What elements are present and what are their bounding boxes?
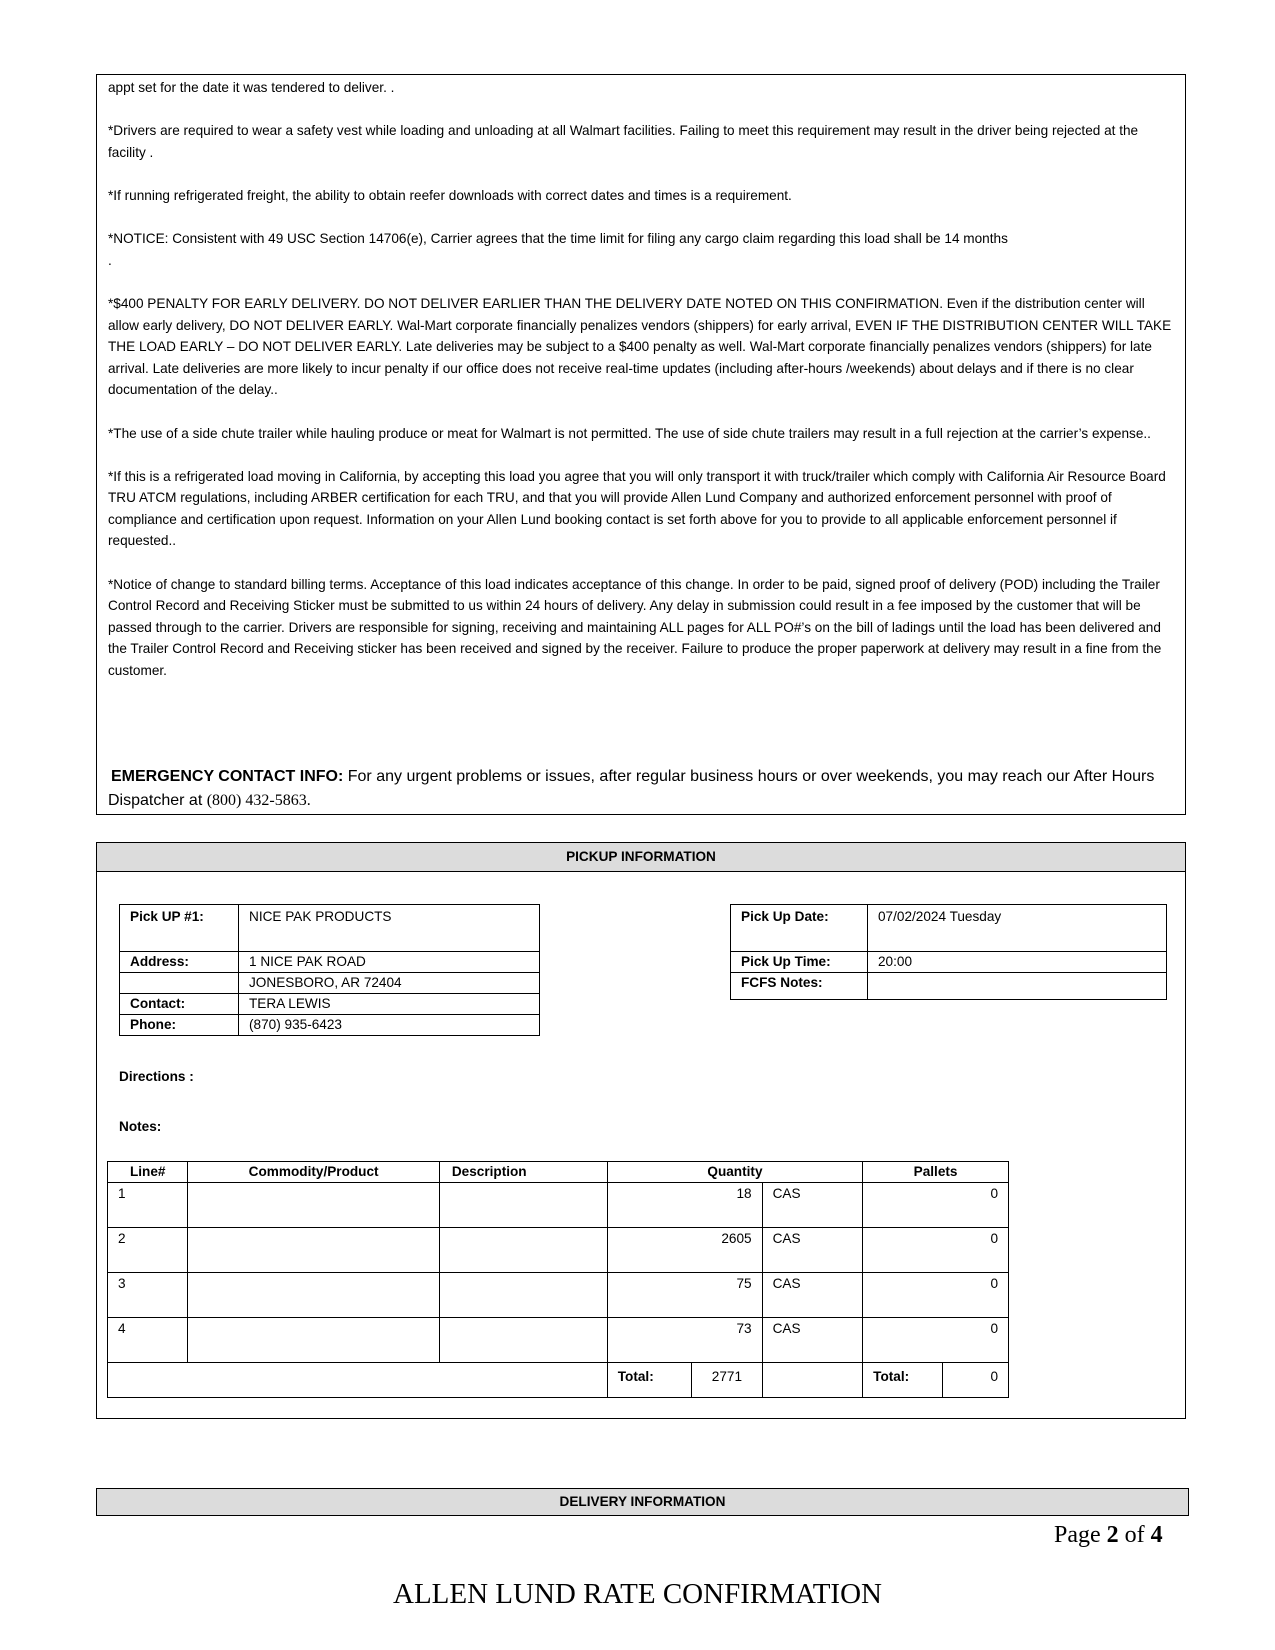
emergency-contact [108, 765, 1175, 813]
column-header: Pallets [863, 1162, 1009, 1183]
emergency-tail: . [306, 792, 311, 809]
column-header: Line# [108, 1162, 188, 1183]
terms-paragraph: *$400 PENALTY FOR EARLY DELIVERY. DO NOT DELIVER EARLIER THAN THE DELIVERY DATE NOTED ON THIS CONFIRMATION. Even if the distribution center will allow early delivery, DO NOT DELIVER EARLY. Wal-Mart corporate financially penalizes vendors (shippers) for early arrival, EVEN IF THE DISTRIBUTION CENTER WILL TAKE THE LOAD EARLY – DO NOT DELIVER EARLY. Late deliveries may be subject to a $400 penalty as well. Wal-Mart corporate financially penalizes vendors (shippers) for late arrival. Late deliveries are more likely to incur penalty if our office does not receive real-time updates (including after-hours /weekends) about delays and if there is no clear documentation of the delay.. [108, 295, 1172, 398]
terms-paragraph: . [108, 252, 112, 268]
pallets-cell: 0 [863, 1228, 1009, 1273]
address-label: Address: [120, 952, 239, 973]
quantity-cell: 2605 [607, 1228, 762, 1273]
pickup-location-table [119, 904, 540, 1036]
line-number: 1 [108, 1183, 188, 1228]
terms-paragraph: *If running refrigerated freight, the ability to obtain reefer downloads with correct dates and times is a requirement. [108, 187, 792, 203]
terms-paragraph: appt set for the date it was tendered to deliver. . [108, 80, 395, 95]
total-qty-label: Total: [607, 1363, 691, 1398]
description-cell [439, 1183, 607, 1228]
phone-label: Phone: [120, 1015, 239, 1036]
commodity-cell [188, 1183, 439, 1228]
description-cell [439, 1273, 607, 1318]
terms-paragraph: *Notice of change to standard billing terms. Acceptance of this load indicates acceptance of this change. In order to be paid, signed proof of delivery (POD) including the Trailer Control Record and Receiving Sticker must be submitted to us within 24 hours of delivery. Any delay in submission could result in a fee imposed by the customer that will be passed through to the carrier. Drivers are responsible for signing, receiving and maintaining ALL pages for ALL PO#’s on the bill of ladings until the load has been delivered and the Trailer Control Record and Receiving sticker has been received and signed by the receiver. Failure to produce the proper paperwork at delivery may result in a fine from the customer. [108, 576, 1162, 679]
line-number: 2 [108, 1228, 188, 1273]
line-number: 4 [108, 1318, 188, 1363]
pallets-cell: 0 [863, 1183, 1009, 1228]
emergency-text: For any urgent problems or issues, after regular business hours or over weekends, you may reach our After Hours Dispatcher at [108, 768, 1155, 809]
description-cell [439, 1228, 607, 1273]
column-header: Commodity/Product [188, 1162, 439, 1183]
pallets-cell: 0 [863, 1318, 1009, 1363]
address-line2: JONESBORO, AR 72404 [239, 973, 540, 994]
terms-paragraph: *Drivers are required to wear a safety vest while loading and unloading at all Walmart facilities. Failing to meet this requirement may result in the driver being rejected at the facility . [108, 123, 1139, 160]
line-number: 3 [108, 1273, 188, 1318]
pickup-number-label: Pick UP #1: [120, 905, 239, 952]
unit-cell: CAS [762, 1318, 863, 1363]
directions-label: Directions : [119, 1069, 194, 1084]
unit-cell: CAS [762, 1183, 863, 1228]
emergency-phone: (800) 432-5863 [206, 792, 307, 809]
column-header: Description [439, 1162, 607, 1183]
pickup-date-value: 07/02/2024 Tuesday [868, 905, 1167, 952]
quantity-cell: 18 [607, 1183, 762, 1228]
delivery-header: DELIVERY INFORMATION [96, 1488, 1189, 1516]
table-row [108, 1273, 1009, 1318]
commodity-cell [188, 1318, 439, 1363]
table-header-row [108, 1162, 1009, 1183]
terms-section [96, 74, 1186, 815]
terms-paragraph: *NOTICE: Consistent with 49 USC Section 14706(e), Carrier agrees that the time limit for filing any cargo claim regarding this load shall be 14 months [108, 231, 1008, 247]
pickup-section [96, 842, 1186, 1419]
commodity-cell [188, 1228, 439, 1273]
phone-value: (870) 935-6423 [239, 1015, 540, 1036]
contact-label: Contact: [120, 994, 239, 1015]
address-label-blank [120, 973, 239, 994]
pickup-company: NICE PAK PRODUCTS [239, 905, 540, 952]
total-qty-value: 2771 [692, 1363, 762, 1398]
pickup-schedule-table [730, 904, 1167, 1000]
total-pallets-label: Total: [863, 1363, 942, 1398]
total-pallets-value: 0 [942, 1363, 1008, 1398]
page-total: 4 [1150, 1522, 1163, 1548]
unit-cell: CAS [762, 1228, 863, 1273]
page-number [1054, 1522, 1163, 1549]
fcfs-notes-value [868, 973, 1167, 1000]
table-row [108, 1318, 1009, 1363]
contact-value: TERA LEWIS [239, 994, 540, 1015]
pickup-header: PICKUP INFORMATION [97, 843, 1185, 872]
page-current: 2 [1106, 1522, 1119, 1548]
terms-paragraph: *If this is a refrigerated load moving in California, by accepting this load you agree that you will only transport it with truck/trailer which comply with California Air Resource Board TRU ATCM regulations, including ARBER certification for each TRU, and that you will provide Allen Lund Company and authorized enforcement personnel with proof of compliance and certification upon request. Information on your Allen Lund booking contact is set forth above for you to provide to all applicable enforcement personnel if requested.. [108, 468, 1166, 549]
emergency-label: EMERGENCY CONTACT INFO: [111, 768, 344, 785]
pallets-cell: 0 [863, 1273, 1009, 1318]
pickup-time-label: Pick Up Time: [731, 952, 868, 973]
page-of: of [1124, 1522, 1145, 1548]
terms-paragraph: *The use of a side chute trailer while hauling produce or meat for Walmart is not permitted. The use of side chute trailers may result in a full rejection at the carrier’s expense.. [108, 425, 1151, 441]
total-unit-blank [762, 1363, 863, 1398]
quantity-cell: 73 [607, 1318, 762, 1363]
pickup-date-label: Pick Up Date: [731, 905, 868, 952]
document-title: ALLEN LUND RATE CONFIRMATION [393, 1578, 882, 1610]
address-line1: 1 NICE PAK ROAD [239, 952, 540, 973]
pickup-time-value: 20:00 [868, 952, 1167, 973]
fcfs-notes-label: FCFS Notes: [731, 973, 868, 1000]
totals-row [108, 1363, 1009, 1398]
commodity-table [107, 1161, 1009, 1398]
table-row [108, 1228, 1009, 1273]
page-prefix: Page [1054, 1522, 1101, 1548]
totals-spacer [108, 1363, 608, 1398]
unit-cell: CAS [762, 1273, 863, 1318]
notes-label: Notes: [119, 1119, 162, 1134]
quantity-cell: 75 [607, 1273, 762, 1318]
description-cell [439, 1318, 607, 1363]
table-row [108, 1183, 1009, 1228]
commodity-cell [188, 1273, 439, 1318]
column-header: Quantity [607, 1162, 862, 1183]
